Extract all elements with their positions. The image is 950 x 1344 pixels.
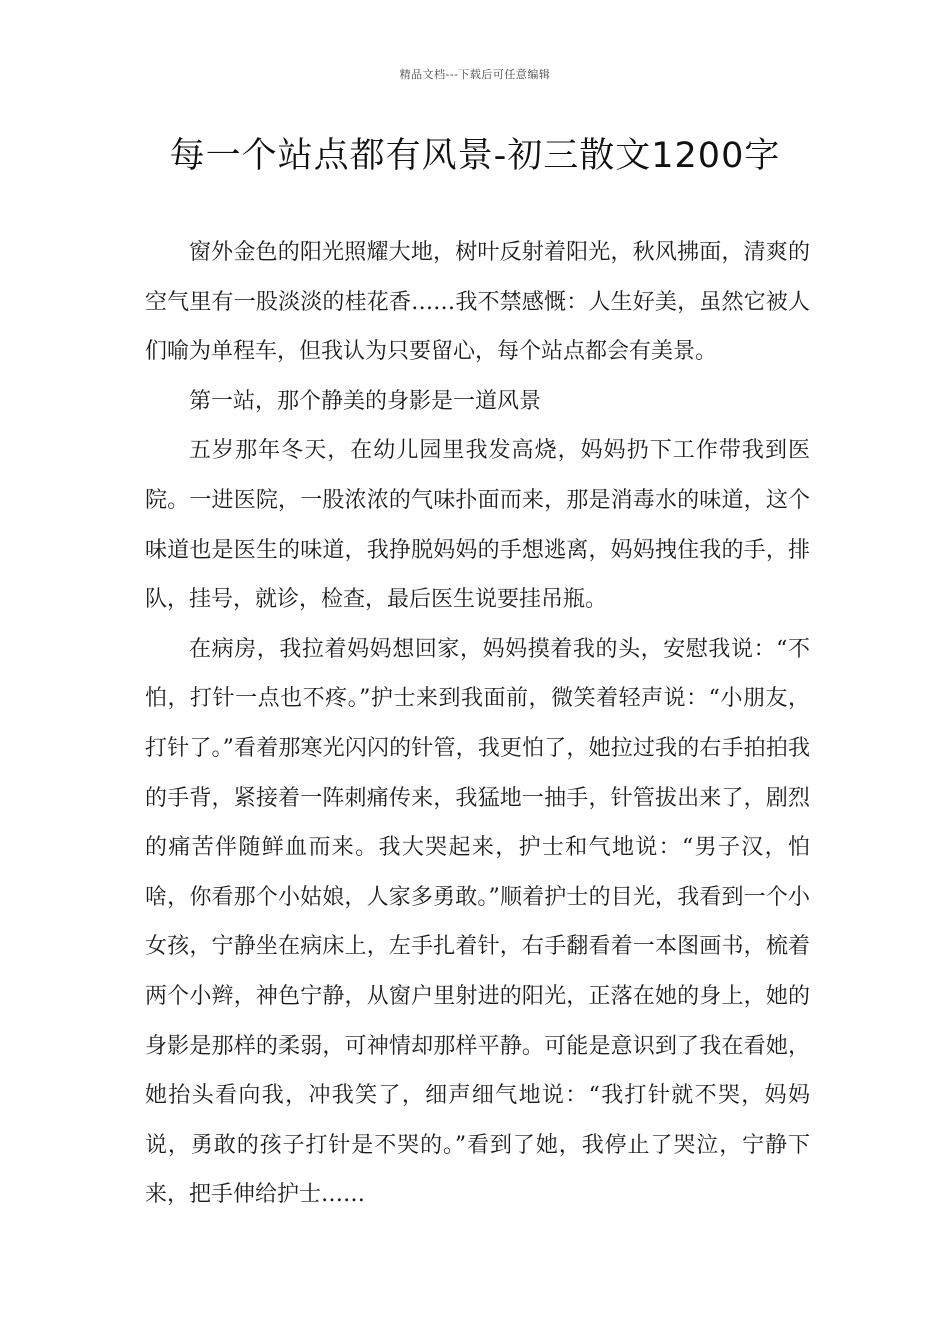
paragraph-section-heading: 第一站，那个静美的身影是一道风景	[189, 388, 542, 414]
header-note: 精品文档---下载后可任意编辑	[399, 68, 551, 81]
document-body	[145, 228, 810, 1220]
paragraph-intro: 窗外金色的阳光照耀大地，树叶反射着阳光，秋风拂面，清爽的空气里有一股淡淡的桂花香……我不禁感慨：人生好美，虽然它被人们喻为单程车，但我认为只要留心，每个站点都会有美景。	[145, 240, 810, 365]
paragraph-hospital: 五岁那年冬天，在幼儿园里我发高烧，妈妈扔下工作带我到医院。一进医院，一股浓浓的气味扑面而来，那是消毒水的味道，这个味道也是医生的味道，我挣脱妈妈的手想逃离，妈妈拽住我的手，排队，挂号，就诊，检查，最后医生说要挂吊瓶。	[145, 438, 810, 613]
document-title: 每一个站点都有风景-初三散文1200字	[169, 136, 781, 176]
paragraph-ward: 在病房，我拉着妈妈想回家，妈妈摸着我的头，安慰我说：“不怕，打针一点也不疼。”护士来到我面前，微笑着轻声说：“小朋友，打针了。”看着那寒光闪闪的针管，我更怕了，她拉过我的右手拍拍我的手背，紧接着一阵刺痛传来，我猛地一抽手，针管拔出来了，剧烈的痛苦伴随鲜血而来。我大哭起来，护士和气地说：“男子汉，怕啥，你看那个小姑娘，人家多勇敢。”顺着护士的目光，我看到一个小女孩，宁静坐在病床上，左手扎着针，右手翻看着一本图画书，梳着两个小辫，神色宁静，从窗户里射进的阳光，正落在她的身上，她的身影是那样的柔弱，可神情却那样平静。可能是意识到了我在看她，她抬头看向我，冲我笑了，细声细气地说：“我打针就不哭，妈妈说，勇敢的孩子打针是不哭的。”看到了她，我停止了哭泣，宁静下来，把手伸给护士……	[145, 636, 810, 1208]
